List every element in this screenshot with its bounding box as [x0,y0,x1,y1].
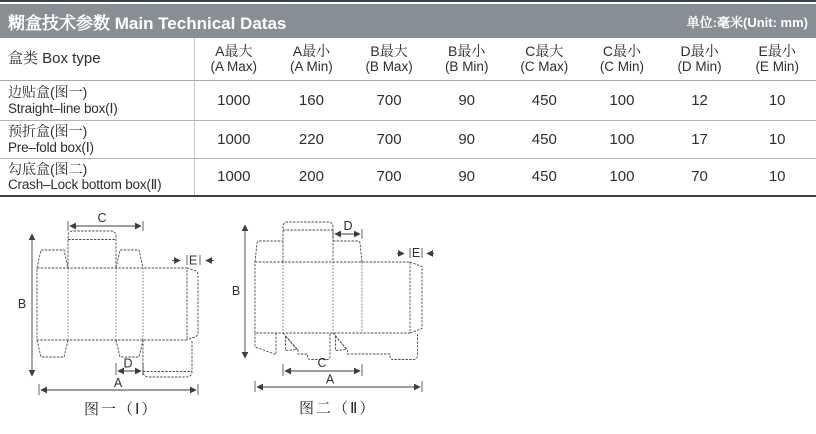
cell-value: 10 [768,168,786,186]
figure1-top-tuck-flap [68,231,116,268]
col-header-c-max: C最大 (C Max) [520,42,569,75]
col-header-b-min: B最小 (B Min) [444,42,489,75]
figure1-dim-label-b: B [18,297,27,311]
row-label: 预折盒(图一) Pre–fold box(Ⅰ) [0,121,195,158]
figure2-dim-label-b: B [231,284,241,298]
cell-value: 90 [458,168,476,186]
cell-value: 160 [298,91,324,109]
figure2-crashlock-triangle-1 [286,336,298,351]
cell-value: 17 [691,130,708,148]
cell-value: 700 [376,168,402,186]
figure1-box-blank-diagram [18,209,216,399]
col-header-d-min: D最小 (D Min) [677,42,722,75]
col-header-b-max: B最大 (B Max) [365,42,413,75]
spec-table [0,38,816,197]
cell-value: 220 [298,130,324,148]
cell-value: 1000 [217,168,251,186]
page-title-en: Main Technical Datas [114,13,287,33]
figure1-dim-label-c: C [97,211,107,225]
cell-value: 450 [531,91,557,109]
col-header-a-max: A最大 (A Max) [210,42,258,75]
figure1-blank-outline [37,231,198,377]
cell-value: 700 [376,91,402,109]
cell-value: 450 [531,168,557,186]
table-row-crash-lock-bottom-box [0,159,816,197]
figure1-top-dust-flap-right [116,250,143,268]
figure1-bottom-dust-flap-right [116,340,143,357]
figure1-top-dust-flap-left [37,250,68,268]
cell-value: 10 [768,91,786,109]
figure2-fold-lines [283,262,362,333]
cell-value: 100 [609,130,635,148]
cell-value: 100 [609,91,635,109]
cell-value: 10 [768,130,786,148]
table-row-pre-fold-box [0,121,816,159]
cell-value: 90 [458,130,476,148]
figure2-glue-flap [410,262,422,333]
title-bar [0,4,816,38]
col-header-a-min: A最小 (A Min) [290,42,333,75]
table-row-straight-line-box [0,81,816,121]
unit-label: 单位:毫米(Unit: mm) [686,14,808,30]
figure2-blank-outline [255,222,422,360]
cell-value: 12 [691,91,708,109]
cell-value: 700 [376,130,402,148]
figure1-dimensions [18,211,214,395]
figure1-dim-label-e: E [188,253,198,268]
figure2-dim-label-d: D [343,219,353,233]
cell-value: 450 [531,130,557,148]
figure2-top-tuck-flap [283,222,333,262]
figure2-body-panel [255,262,410,333]
row-label: 边贴盒(图一) Straight–line box(Ⅰ) [0,81,195,120]
figure2-box-blank-diagram [228,207,436,399]
cell-value: 70 [691,168,708,186]
figure2-dim-label-e: E [411,246,421,260]
box-type-header: 盒类 Box type [0,38,195,80]
figure1-dim-label-d: D [123,356,133,371]
figure1-body-panel [37,268,187,340]
figure1-dim-label-a: A [113,376,123,390]
cell-value: 200 [298,168,324,186]
figure2-crashlock-triangle-2 [336,336,347,351]
figure2-crashlock-flap-3 [333,333,418,360]
row-label: 勾底盒(图二) Crash–Lock bottom box(Ⅱ) [0,159,195,195]
figure2-caption: 图二（Ⅱ） [299,400,377,417]
col-header-c-min: C最小 (C Min) [599,42,645,75]
cell-value: 1000 [217,130,251,148]
figure2-dim-label-a: A [325,372,335,387]
figure1-glue-flap [187,268,198,340]
cell-value: 1000 [217,91,251,109]
figure2-top-flap-left [255,241,283,262]
figure2-crashlock-flap-1 [255,333,276,355]
cell-value: 100 [609,168,635,186]
top-accent-line [0,0,816,2]
table-header-row [0,38,816,81]
figure2-top-flap-right [333,241,362,262]
page-title [8,9,286,34]
figure1-bottom-dust-flap-left [37,340,68,357]
figure1-caption: 图一（Ⅰ） [84,401,159,418]
cell-value: 90 [458,91,476,109]
col-header-e-min: E最小 (E Min) [755,42,799,75]
page-title-zh: 糊盒技术参数 [8,13,110,33]
figure1-fold-lines [68,268,143,340]
figure2-dim-label-c: C [317,356,327,370]
